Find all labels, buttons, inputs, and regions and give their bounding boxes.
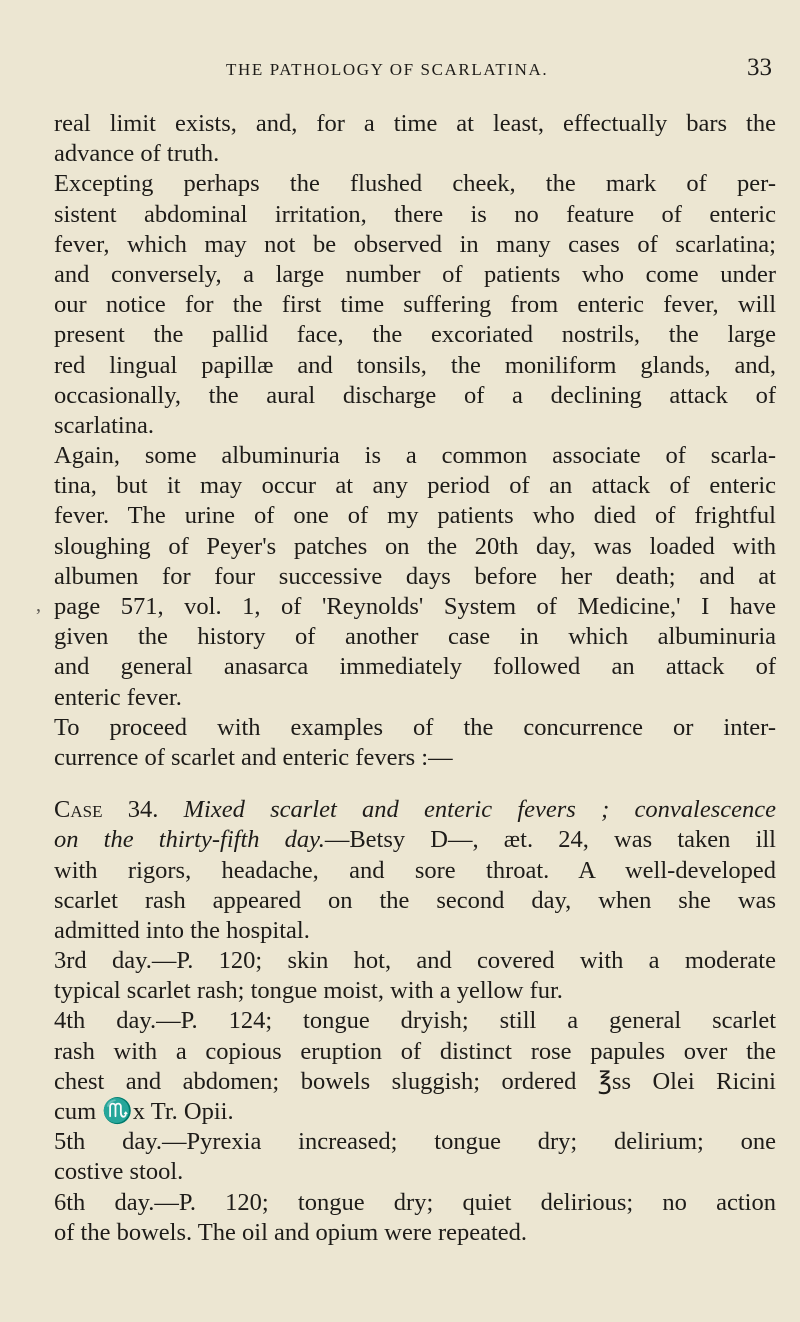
text-line: given the history of another case in which albuminuria: [54, 623, 776, 651]
margin-mark: ,: [36, 594, 41, 616]
text-line: present the pallid face, the excoriated nostrils, the large: [54, 321, 776, 349]
text-line: 5th day.—Pyrexia increased; tongue dry; delirium; one: [54, 1128, 776, 1156]
text-line: chest and abdomen; bowels sluggish; ordered ℥ss Olei Ricini: [54, 1067, 776, 1095]
text-line: admitted into the hospital.: [54, 916, 310, 944]
body-text: [54, 109, 776, 1248]
text-line: with rigors, headache, and sore throat. A well-developed: [54, 856, 776, 884]
text-line: 3rd day.—P. 120; skin hot, and covered with a moderate: [54, 947, 776, 975]
case-heading-line: [54, 825, 776, 855]
section-gap: [54, 773, 776, 795]
text-line: albumen for four successive days before her death; and at: [54, 562, 776, 590]
text-line: fever, which may not be observed in many cases of scarlatina;: [54, 230, 776, 258]
text-line: enteric fever.: [54, 683, 182, 711]
text-line: advance of truth.: [54, 140, 220, 168]
text-line: To proceed with examples of the concurrence or inter-: [54, 713, 776, 741]
case-intro: —Betsy D—, æt. 24, was taken ill: [324, 826, 776, 854]
text-line: fever. The urine of one of my patients who died of frightful: [54, 502, 776, 530]
text-line: of the bowels. The oil and opium were repeated.: [54, 1218, 528, 1246]
text-line: 6th day.—P. 120; tongue dry; quiet delirious; no action: [54, 1188, 776, 1216]
text-line: and general anasarca immediately followed an attack of: [54, 653, 776, 681]
text-line: tina, but it may occur at any period of an attack of enteric: [54, 472, 776, 500]
text-line: scarlatina.: [54, 411, 154, 439]
text-line: Excepting perhaps the flushed cheek, the mark of per-: [54, 170, 776, 198]
case-label: Case: [54, 796, 103, 824]
text-line: 4th day.—P. 124; tongue dryish; still a general scarlet: [54, 1007, 776, 1035]
text-line: and conversely, a large number of patients who come under: [54, 260, 776, 288]
text-line: page 571, vol. 1, of 'Reynolds' System of Medicine,' I have: [54, 593, 776, 620]
text-line: cum ♏x Tr. Opii.: [54, 1098, 234, 1125]
case-title-continued: on the thirty-fifth day.: [54, 826, 325, 854]
case-title: Mixed scarlet and enteric fevers ; convalescence: [183, 796, 776, 824]
text-line: our notice for the first time suffering from enteric fever, will: [54, 291, 776, 319]
case-number: 34.: [127, 796, 159, 824]
text-line: rash with a copious eruption of distinct rose papules over the: [54, 1037, 776, 1065]
text-line: costive stool.: [54, 1158, 184, 1186]
text-line: scarlet rash appeared on the second day, when she was: [54, 886, 776, 914]
text-line: Again, some albuminuria is a common associate of scarla-: [54, 442, 776, 470]
text-line: occasionally, the aural discharge of a declining attack of: [54, 381, 776, 409]
text-line: real limit exists, and, for a time at least, effectually bars the: [54, 110, 776, 137]
text-line: sloughing of Peyer's patches on the 20th day, was loaded with: [54, 532, 776, 560]
page-number: 33: [747, 54, 772, 81]
case-heading-line: [54, 795, 776, 825]
page-header: [0, 54, 800, 88]
text-line: red lingual papillæ and tonsils, the moniliform glands, and,: [54, 351, 776, 379]
text-line: sistent abdominal irritation, there is no feature of enteric: [54, 200, 776, 228]
text-line: currence of scarlet and enteric fevers :—: [54, 743, 453, 771]
text-line: typical scarlet rash; tongue moist, with a yellow fur.: [54, 977, 563, 1005]
running-title: THE PATHOLOGY OF SCARLATINA.: [226, 60, 549, 79]
